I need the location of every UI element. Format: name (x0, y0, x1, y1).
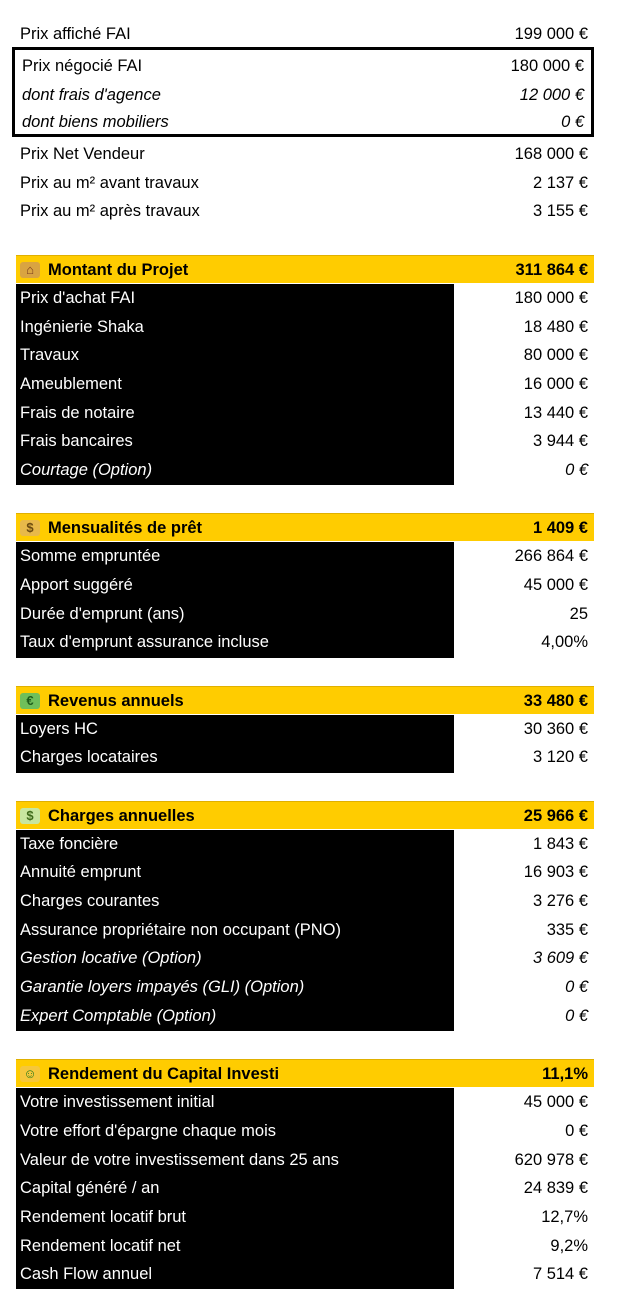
row-value: 3 944 € (532, 432, 588, 450)
row-label: Courtage (Option) (20, 461, 153, 479)
prix-affiche-row (16, 20, 594, 48)
table-row (16, 1146, 594, 1174)
table-row (16, 830, 594, 858)
row-label: Votre effort d'épargne chaque mois (20, 1122, 277, 1140)
row-value: 25 (569, 605, 588, 623)
table-row (16, 284, 594, 312)
row-value: 0 € (565, 1007, 588, 1025)
biens-mobiliers-value: 0 € (561, 113, 584, 131)
row-value: 180 000 € (514, 289, 588, 307)
row-label: Expert Comptable (Option) (20, 1007, 217, 1025)
table-row (16, 370, 594, 398)
prix-m2-avant-row (16, 169, 594, 197)
section-title: Mensualités de prêt (48, 519, 203, 537)
table-row (16, 1260, 594, 1288)
section-header-charges (16, 801, 594, 829)
row-value: 16 000 € (523, 375, 588, 393)
prix-m2-apres-value: 3 155 € (532, 202, 588, 220)
money-bag-icon: $ (20, 520, 40, 536)
row-label: Charges locataires (20, 748, 158, 766)
row-label: Garantie loyers impayés (GLI) (Option) (20, 978, 305, 996)
section-total: 311 864 € (515, 261, 588, 279)
section-header-mensualites (16, 513, 594, 541)
row-value: 24 839 € (523, 1179, 588, 1197)
row-label: Prix d'achat FAI (20, 289, 136, 307)
table-row (16, 973, 594, 1001)
row-value: 1 843 € (532, 835, 588, 853)
row-value: 45 000 € (523, 576, 588, 594)
row-value: 16 903 € (523, 863, 588, 881)
row-label: Rendement locatif brut (20, 1208, 187, 1226)
row-value: 45 000 € (523, 1093, 588, 1111)
house-icon: ⌂ (20, 262, 40, 278)
prix-negocie-value: 180 000 € (510, 57, 584, 75)
table-row (16, 427, 594, 455)
section-total: 1 409 € (532, 519, 588, 537)
table-row (16, 600, 594, 628)
table-row (16, 1117, 594, 1145)
table-row (16, 1232, 594, 1260)
row-value: 80 000 € (523, 346, 588, 364)
table-row (16, 1203, 594, 1231)
prix-net-vendeur-row (16, 140, 594, 168)
section-title: Montant du Projet (48, 261, 189, 279)
prix-net-vendeur-label: Prix Net Vendeur (20, 145, 145, 163)
frais-agence-row (18, 81, 590, 109)
prix-affiche-value: 199 000 € (514, 25, 588, 43)
prix-m2-avant-label: Prix au m² avant travaux (20, 174, 199, 192)
frais-agence-value: 12 000 € (519, 86, 584, 104)
money-face-icon: ☺ (20, 1066, 40, 1082)
prix-net-vendeur-value: 168 000 € (514, 145, 588, 163)
table-row (16, 1174, 594, 1202)
prix-m2-avant-value: 2 137 € (532, 174, 588, 192)
table-row (16, 341, 594, 369)
row-label: Assurance propriétaire non occupant (PNO) (20, 921, 341, 939)
row-label: Charges courantes (20, 892, 160, 910)
row-value: 4,00% (541, 633, 588, 651)
row-label: Taxe foncière (20, 835, 119, 853)
row-label: Frais de notaire (20, 404, 135, 422)
table-row (16, 542, 594, 570)
table-row (16, 456, 594, 484)
row-label: Rendement locatif net (20, 1237, 181, 1255)
row-value: 18 480 € (523, 318, 588, 336)
row-value: 0 € (565, 1122, 588, 1140)
table-row (16, 916, 594, 944)
money-wings-icon: $ (20, 808, 40, 824)
section-total: 11,1% (542, 1065, 588, 1083)
row-value: 0 € (565, 461, 588, 479)
row-label: Apport suggéré (20, 576, 133, 594)
table-row (16, 858, 594, 886)
table-row (16, 944, 594, 972)
prix-negocie-label: Prix négocié FAI (22, 57, 143, 75)
table-row (16, 628, 594, 656)
row-value: 12,7% (541, 1208, 588, 1226)
row-label: Cash Flow annuel (20, 1265, 153, 1283)
biens-mobiliers-label: dont biens mobiliers (22, 113, 169, 131)
row-label: Gestion locative (Option) (20, 949, 202, 967)
row-value: 335 € (546, 921, 588, 939)
row-value: 3 120 € (532, 748, 588, 766)
row-value: 7 514 € (532, 1265, 588, 1283)
table-row (16, 399, 594, 427)
section-title: Charges annuelles (48, 807, 195, 825)
row-value: 3 609 € (532, 949, 588, 967)
row-label: Ingénierie Shaka (20, 318, 144, 336)
row-label: Durée d'emprunt (ans) (20, 605, 185, 623)
row-value: 266 864 € (514, 547, 588, 565)
table-row (16, 571, 594, 599)
banknote-icon: € (20, 693, 40, 709)
row-label: Taux d'emprunt assurance incluse (20, 633, 269, 651)
table-row (16, 1002, 594, 1030)
section-total: 25 966 € (523, 807, 588, 825)
section-header-revenus (16, 686, 594, 714)
row-value: 0 € (565, 978, 588, 996)
table-row (16, 1088, 594, 1116)
row-value: 13 440 € (523, 404, 588, 422)
biens-mobiliers-row (18, 108, 590, 136)
prix-affiche-label: Prix affiché FAI (20, 25, 131, 43)
table-row (16, 313, 594, 341)
prix-m2-apres-label: Prix au m² après travaux (20, 202, 200, 220)
row-label: Somme empruntée (20, 547, 161, 565)
section-header-montant-projet (16, 255, 594, 283)
row-value: 620 978 € (514, 1151, 588, 1169)
section-title: Revenus annuels (48, 692, 184, 710)
prix-m2-apres-row (16, 197, 594, 225)
row-label: Ameublement (20, 375, 122, 393)
table-row (16, 715, 594, 743)
row-label: Travaux (20, 346, 79, 364)
row-label: Annuité emprunt (20, 863, 142, 881)
row-label: Capital généré / an (20, 1179, 160, 1197)
table-row (16, 887, 594, 915)
section-total: 33 480 € (523, 692, 588, 710)
row-label: Frais bancaires (20, 432, 133, 450)
row-label: Loyers HC (20, 720, 98, 738)
prix-negocie-row (18, 52, 590, 80)
section-header-rendement (16, 1059, 594, 1087)
row-value: 30 360 € (523, 720, 588, 738)
frais-agence-label: dont frais d'agence (22, 86, 161, 104)
row-value: 9,2% (550, 1237, 588, 1255)
row-value: 3 276 € (532, 892, 588, 910)
row-label: Valeur de votre investissement dans 25 ans (20, 1151, 339, 1169)
table-row (16, 743, 594, 771)
section-title: Rendement du Capital Investi (48, 1065, 280, 1083)
row-label: Votre investissement initial (20, 1093, 215, 1111)
